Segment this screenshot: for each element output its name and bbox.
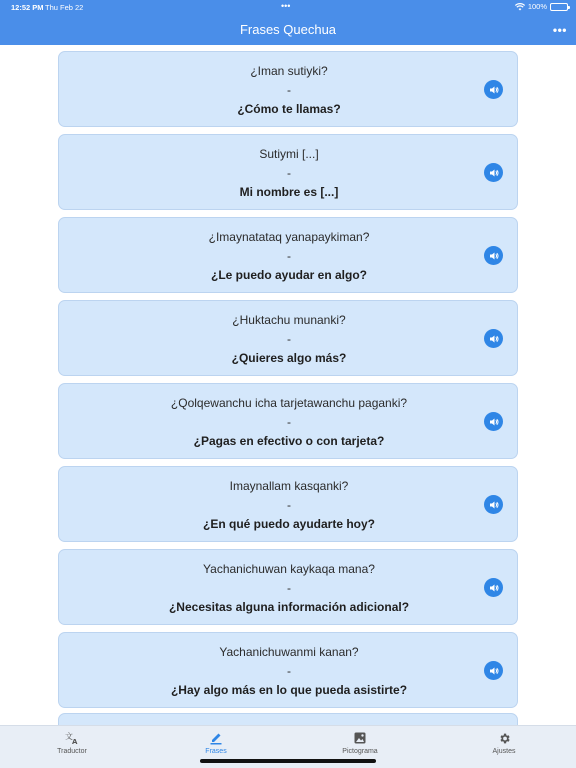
phrase-separator: -: [287, 664, 291, 678]
phrase-spanish: ¿Quieres algo más?: [231, 351, 347, 365]
status-date: Thu Feb 22: [45, 3, 84, 12]
phrase-card[interactable]: [58, 549, 518, 625]
speaker-icon: [489, 85, 499, 95]
phrase-quechua: Yachanichuwanmi kanan?: [219, 645, 359, 659]
phrase-spanish: Mi nombre es [...]: [239, 185, 339, 199]
tab-frases[interactable]: [161, 730, 271, 755]
pencil-icon: [161, 730, 271, 746]
speaker-icon: [489, 251, 499, 261]
phrase-quechua: Imaynallam kasqanki?: [229, 479, 349, 493]
speaker-icon: [489, 666, 499, 676]
phrase-list[interactable]: [0, 45, 576, 725]
page-title: Frases Quechua: [239, 22, 337, 37]
phrase-quechua: Sutiymi [...]: [259, 147, 319, 161]
phrase-quechua: Yachanichuwan kaykaqa mana?: [203, 562, 375, 576]
phrase-card[interactable]: [58, 632, 518, 708]
speaker-icon: [489, 583, 499, 593]
phrase-separator: -: [287, 332, 291, 346]
phrase-card[interactable]: [58, 300, 518, 376]
tab-label: Frases: [205, 748, 227, 755]
speaker-button[interactable]: [484, 495, 503, 514]
phrase-spanish: ¿Necesitas alguna información adicional?: [168, 600, 410, 614]
phrase-spanish: ¿Cómo te llamas?: [237, 102, 341, 116]
home-indicator[interactable]: [200, 759, 376, 763]
phrase-spanish: ¿Hay algo más en lo que pueda asistirte?: [170, 683, 408, 697]
tab-label: Pictograma: [342, 748, 378, 755]
app-header: [0, 0, 576, 45]
phrase-quechua: ¿Iman sutiyki?: [250, 64, 328, 78]
battery-percent: 100%: [527, 2, 547, 11]
phrase-card[interactable]: [58, 383, 518, 459]
phrase-separator: -: [287, 498, 291, 512]
speaker-icon: [489, 500, 499, 510]
phrase-spanish: ¿Pagas en efectivo o con tarjeta?: [193, 434, 385, 448]
phrase-separator: -: [287, 581, 291, 595]
phrase-card[interactable]: [58, 466, 518, 542]
speaker-button[interactable]: [484, 661, 503, 680]
speaker-button[interactable]: [484, 578, 503, 597]
tab-ajustes[interactable]: [449, 730, 559, 755]
phrase-spanish: ¿Le puedo ayudar en algo?: [210, 268, 368, 282]
battery-icon: [550, 3, 568, 11]
speaker-button[interactable]: [484, 246, 503, 265]
phrase-separator: -: [287, 415, 291, 429]
speaker-button[interactable]: [484, 329, 503, 348]
tab-pictograma[interactable]: [305, 730, 415, 755]
phrase-spanish: ¿En qué puedo ayudarte hoy?: [202, 517, 375, 531]
phrase-quechua: ¿Huktachu munanki?: [232, 313, 346, 327]
phrase-card[interactable]: [58, 134, 518, 210]
svg-text:文: 文: [65, 732, 73, 741]
phrase-separator: -: [287, 249, 291, 263]
wifi-icon: [515, 3, 525, 11]
svg-text:A: A: [72, 738, 78, 745]
translate-icon: [17, 730, 127, 746]
multitask-dots-icon[interactable]: •••: [281, 1, 291, 11]
image-icon: [305, 730, 415, 746]
speaker-icon: [489, 334, 499, 344]
speaker-button[interactable]: [484, 80, 503, 99]
speaker-icon: [489, 417, 499, 427]
status-indicators: [515, 2, 568, 11]
gear-icon: [449, 730, 559, 746]
speaker-button[interactable]: [484, 163, 503, 182]
phrase-quechua: ¿Imaynatataq yanapaykiman?: [208, 230, 370, 244]
speaker-button[interactable]: [484, 412, 503, 431]
phrase-card[interactable]: [58, 51, 518, 127]
tab-traductor[interactable]: [17, 730, 127, 755]
more-options-button[interactable]: •••: [552, 23, 567, 37]
phrase-quechua: ¿Qolqewanchu icha tarjetawanchu paganki?: [170, 396, 408, 410]
tab-label: Traductor: [57, 748, 87, 755]
phrase-card-partial[interactable]: [58, 713, 518, 725]
status-time: 12:52 PM: [11, 3, 44, 12]
speaker-icon: [489, 168, 499, 178]
phrase-separator: -: [287, 83, 291, 97]
phrase-card[interactable]: [58, 217, 518, 293]
tab-label: Ajustes: [492, 748, 516, 755]
phrase-separator: -: [287, 166, 291, 180]
